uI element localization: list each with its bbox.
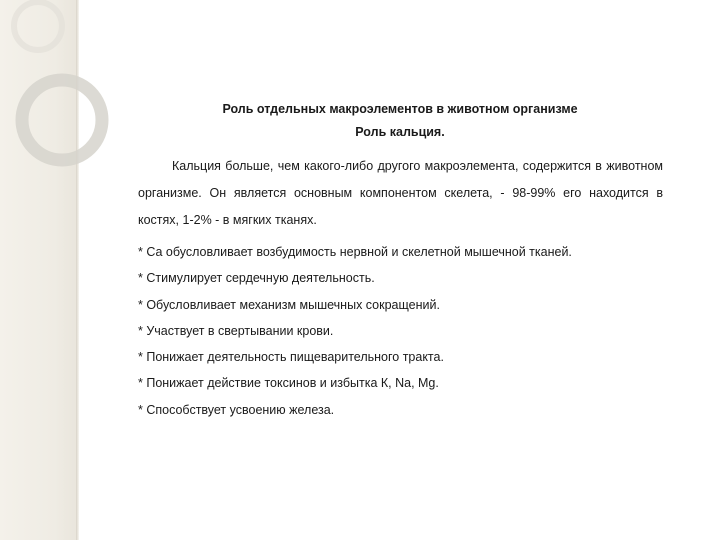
list-item: * Стимулирует сердечную деятельность. <box>138 271 375 286</box>
list-item: * Обусловливает механизм мышечных сокращений. <box>138 297 440 312</box>
list-item: * Понижает действие токсинов и избытка К, Nа, Mg. <box>138 376 439 391</box>
small-ring <box>14 2 62 50</box>
large-ring <box>22 80 102 160</box>
list-item: * Участвует в свертывании крови. <box>138 323 334 338</box>
bullet-list <box>138 239 678 423</box>
intro-paragraph: Кальция больше, чем какого-либо другого макроэлемента, содержится в животном организме. Он является основным компонентом скелета, - 98-99% его находится в костях, 1-2% - в мягких тканях. <box>138 159 663 227</box>
decorative-rings <box>0 0 130 200</box>
list-item: * Понижает деятельность пищеварительного тракта. <box>138 350 444 365</box>
list-item: * Способствует усвоению железа. <box>138 402 335 417</box>
list-item: * Са обусловливает возбудимость нервной и скелетной мышечной тканей. <box>138 245 572 259</box>
slide-title: Роль отдельных макроэлементов в животном организме <box>222 102 578 116</box>
slide-subtitle: Роль кальция. <box>355 125 445 139</box>
